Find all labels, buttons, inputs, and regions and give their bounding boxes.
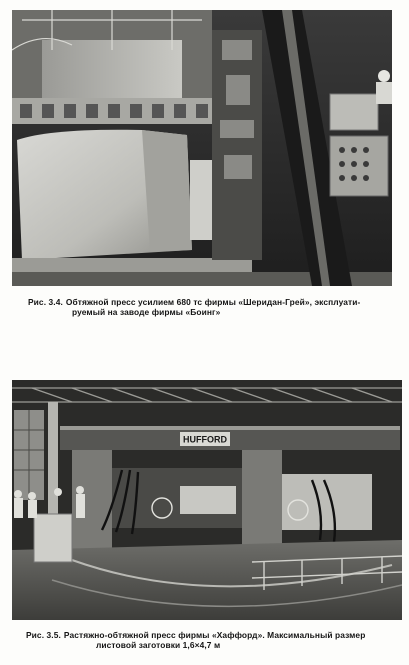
stretch-press-photo-hufford bbox=[12, 380, 402, 620]
figure-caption-3-5 bbox=[26, 630, 406, 650]
figure-number: Рис. 3.4. bbox=[28, 297, 63, 307]
hufford-sign-text: HUFFORD bbox=[183, 434, 227, 445]
figure-number: Рис. 3.5. bbox=[26, 630, 61, 640]
caption-line-1: Растяжно-обтяжной пресс фирмы «Хаффорд». Максимальный размер bbox=[63, 630, 366, 640]
caption-line-2: листовой заготовки 1,6×4,7 м bbox=[96, 640, 221, 650]
figure-caption-3-4 bbox=[28, 297, 388, 317]
stretch-press-photo-sheridan-gray bbox=[12, 10, 392, 286]
caption-line-2: руемый на заводе фирмы «Боинг» bbox=[72, 307, 221, 317]
caption-line-1: Обтяжной пресс усилием 680 тс фирмы «Шеридан-Грей», эксплуати- bbox=[65, 297, 361, 307]
